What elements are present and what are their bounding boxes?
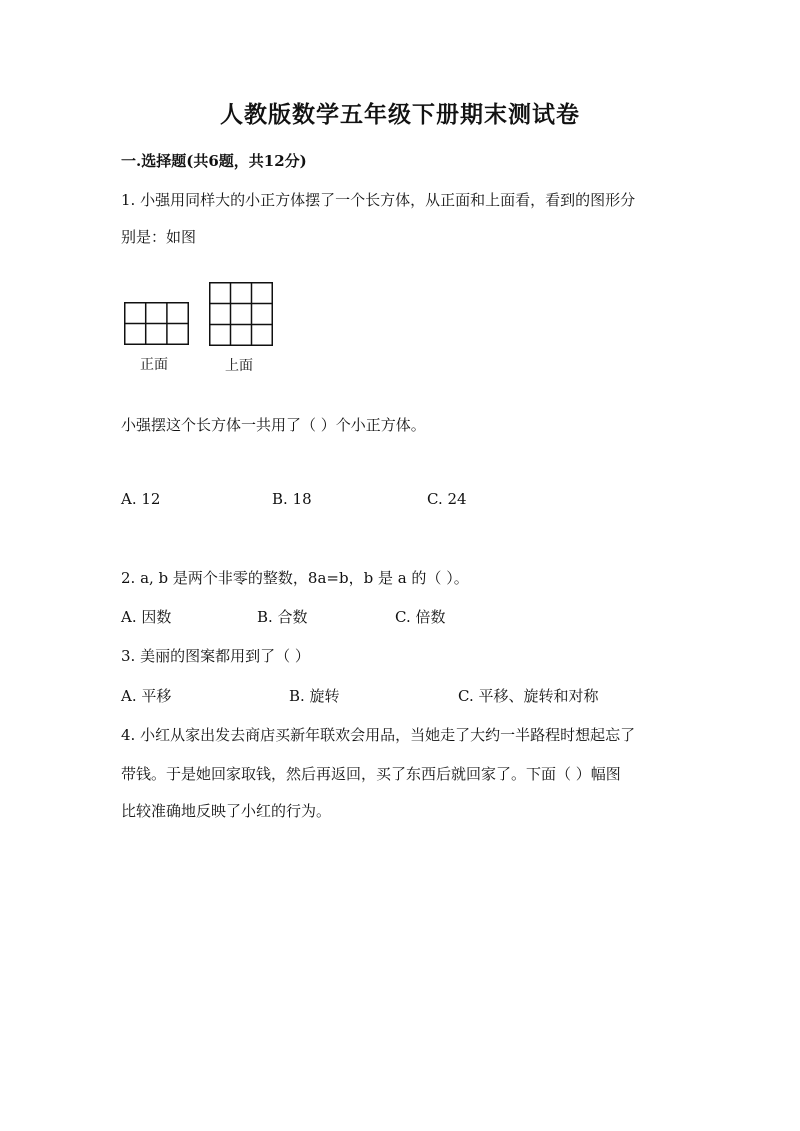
question-4-line-1: 4. 小红从家出发去商店买新年联欢会用品，当她走了大约一半路程时想起忘了 bbox=[121, 726, 636, 744]
question-1-option-b: B. 18 bbox=[272, 490, 312, 508]
question-3-option-b: B. 旋转 bbox=[289, 687, 340, 705]
top-view-label: 上面 bbox=[225, 358, 253, 374]
question-1-prompt: 小强摆这个长方体一共用了（ ）个小正方体。 bbox=[121, 416, 426, 434]
question-2-option-a: A. 因数 bbox=[121, 608, 172, 626]
question-2-option-b: B. 合数 bbox=[257, 608, 308, 626]
page-title: 人教版数学五年级下册期末测试卷 bbox=[220, 101, 580, 128]
front-view-grid bbox=[124, 302, 189, 345]
front-view-label: 正面 bbox=[140, 357, 168, 373]
question-2-text: 2. a, b 是两个非零的整数，8a=b，b 是 a 的（ ）。 bbox=[121, 569, 469, 587]
question-3-option-c: C. 平移、旋转和对称 bbox=[458, 687, 599, 705]
question-4-line-2: 带钱。于是她回家取钱，然后再返回，买了东西后就回家了。下面（ ）幅图 bbox=[121, 765, 621, 783]
question-1-option-a: A. 12 bbox=[121, 490, 161, 508]
question-3-option-a: A. 平移 bbox=[121, 687, 172, 705]
question-1-option-c: C. 24 bbox=[427, 490, 467, 508]
question-4-line-3: 比较准确地反映了小红的行为。 bbox=[121, 802, 332, 820]
question-3-text: 3. 美丽的图案都用到了（ ） bbox=[121, 647, 310, 665]
section-heading: 一.选择题(共6题，共12分) bbox=[121, 152, 307, 170]
top-view-grid bbox=[209, 282, 273, 346]
question-2-option-c: C. 倍数 bbox=[395, 608, 446, 626]
question-1-line-2: 别是：如图 bbox=[121, 228, 197, 246]
question-1-line-1: 1. 小强用同样大的小正方体摆了一个长方体，从正面和上面看，看到的图形分 bbox=[121, 191, 636, 209]
